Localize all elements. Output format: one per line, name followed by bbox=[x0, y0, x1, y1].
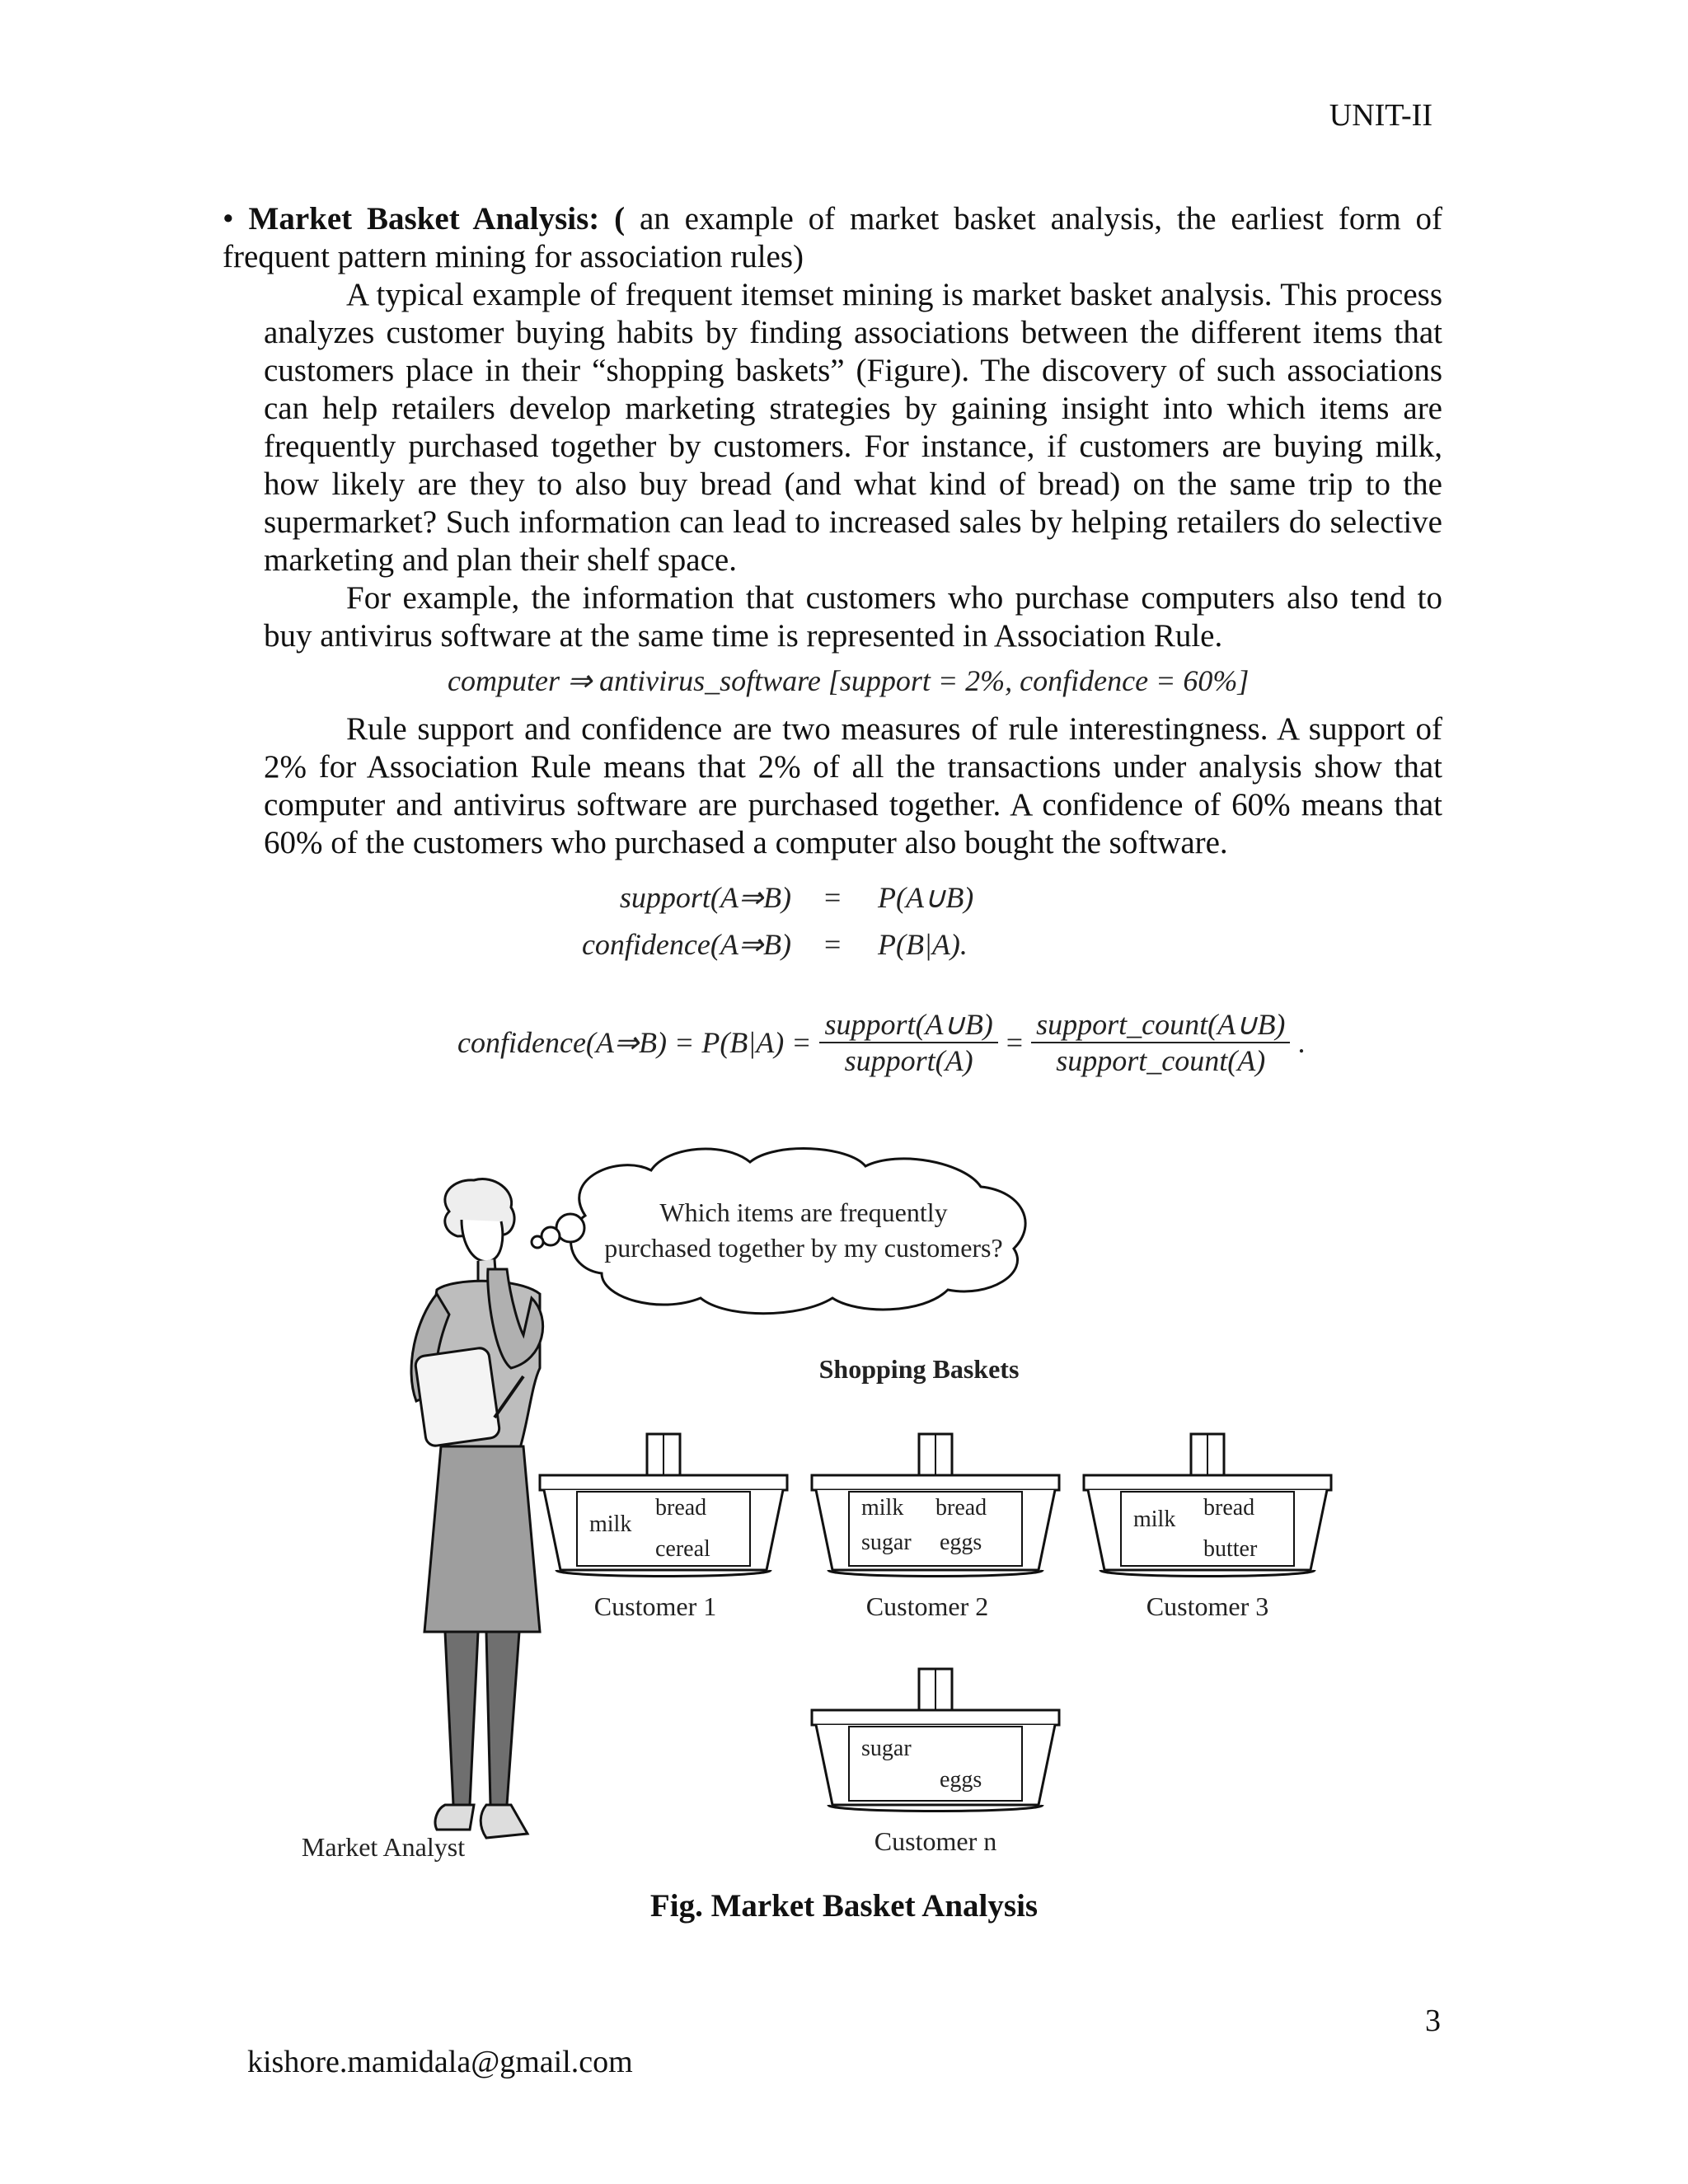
section-title: Market Basket Analysis: ( bbox=[248, 201, 626, 237]
fraction-count-numerator: support_count(A∪B) bbox=[1031, 1007, 1290, 1043]
basket-2-item-sugar: sugar bbox=[861, 1530, 912, 1555]
page-number: 3 bbox=[1425, 2004, 1441, 2038]
thought-line-1: Which items are frequently bbox=[659, 1197, 948, 1227]
fraction-count bbox=[1031, 1007, 1290, 1078]
basket-n-item-sugar: sugar bbox=[861, 1736, 912, 1761]
confidence-full-lhs: confidence(A⇒B) = P(B|A) = bbox=[457, 1026, 812, 1059]
basket-3-label: Customer 3 bbox=[1146, 1591, 1269, 1621]
basket-1-item-bread: bread bbox=[655, 1495, 707, 1521]
support-rhs: P(A∪B) bbox=[878, 881, 974, 914]
basket-customer-2 bbox=[812, 1434, 1059, 1621]
footer-email: kishore.mamidala@gmail.com bbox=[247, 2045, 633, 2079]
paragraph-intro: A typical example of frequent itemset mining is market basket analysis. This process analyzes customer buying habits by finding associations between the different items that customers place in their “shopping baskets” (Figure). The discovery of such associations can help retailers develop marketing strategies by gaining insight into which items are frequently purchased together by customers. For instance, if customers are buying milk, how likely are they to also buy bread (and what kind of bread) on the same trip to the supermarket? Such information can lead to increased sales by helping retailers do selective marketing and plan their shelf space. bbox=[264, 277, 1442, 578]
basket-3-item-milk: milk bbox=[1133, 1507, 1176, 1532]
fraction-count-denominator: support_count(A) bbox=[1056, 1044, 1266, 1077]
thought-line-2: purchased together by my customers? bbox=[604, 1233, 1003, 1263]
market-analyst-figure bbox=[302, 1179, 543, 1862]
fraction-support-denominator: support(A) bbox=[844, 1044, 973, 1077]
basket-1-label: Customer 1 bbox=[593, 1591, 717, 1621]
association-rule-formula: computer ⇒ antivirus_software [support = 2%, confidence = 60%] bbox=[448, 664, 1250, 697]
paragraph-example: For example, the information that customers who purchase computers also tend to buy antivirus software at the same time is represented in Association Rule. bbox=[264, 580, 1442, 654]
fraction-support-numerator: support(A∪B) bbox=[819, 1007, 997, 1043]
basket-3-item-butter: butter bbox=[1203, 1536, 1258, 1562]
basket-2-label: Customer 2 bbox=[865, 1591, 989, 1621]
figure-caption: Fig. Market Basket Analysis bbox=[649, 1888, 1039, 1924]
fraction-support bbox=[819, 1007, 997, 1078]
thought-bubble bbox=[532, 1149, 1025, 1314]
market-basket-figure bbox=[301, 1129, 1442, 1871]
support-lhs: support(A⇒B) bbox=[619, 881, 791, 914]
shopping-baskets-heading: Shopping Baskets bbox=[818, 1354, 1020, 1384]
basket-customer-n bbox=[812, 1669, 1059, 1856]
support-eq: = bbox=[824, 881, 842, 914]
basket-customer-1 bbox=[540, 1434, 787, 1621]
confidence-full-formula bbox=[457, 1007, 1306, 1078]
confidence-eq: = bbox=[824, 928, 842, 961]
basket-1-item-milk: milk bbox=[589, 1511, 632, 1537]
basket-3-item-bread: bread bbox=[1203, 1495, 1255, 1521]
basket-2-item-eggs: eggs bbox=[940, 1530, 982, 1555]
fraction-eq: = bbox=[1006, 1026, 1024, 1059]
basket-n-label: Customer n bbox=[874, 1826, 997, 1856]
confidence-lhs: confidence(A⇒B) bbox=[581, 928, 791, 961]
basket-customer-3 bbox=[1084, 1434, 1331, 1621]
basket-2-item-milk: milk bbox=[861, 1495, 904, 1521]
unit-header: UNIT-II bbox=[1329, 98, 1432, 133]
bullet-symbol: • bbox=[223, 201, 234, 237]
basket-n-item-eggs: eggs bbox=[940, 1767, 982, 1793]
formula-period: . bbox=[1298, 1026, 1306, 1059]
paragraph-measures: Rule support and confidence are two measures of rule interestingness. A support of 2% for Association Rule means that 2% of all the transactions under analysis show that computer and antivirus software are purchased together. A confidence of 60% means that 60% of the customers who purchased a computer also bought the software. bbox=[264, 711, 1442, 860]
market-analyst-label: Market Analyst bbox=[301, 1832, 466, 1862]
confidence-rhs: P(B|A). bbox=[878, 928, 968, 961]
basket-1-item-cereal: cereal bbox=[655, 1536, 710, 1562]
section-heading bbox=[223, 200, 1442, 276]
basket-2-item-bread: bread bbox=[935, 1495, 987, 1521]
section-subtitle: an example of market basket analysis, the earliest form of frequent pattern mining for association rules) bbox=[223, 201, 1443, 274]
